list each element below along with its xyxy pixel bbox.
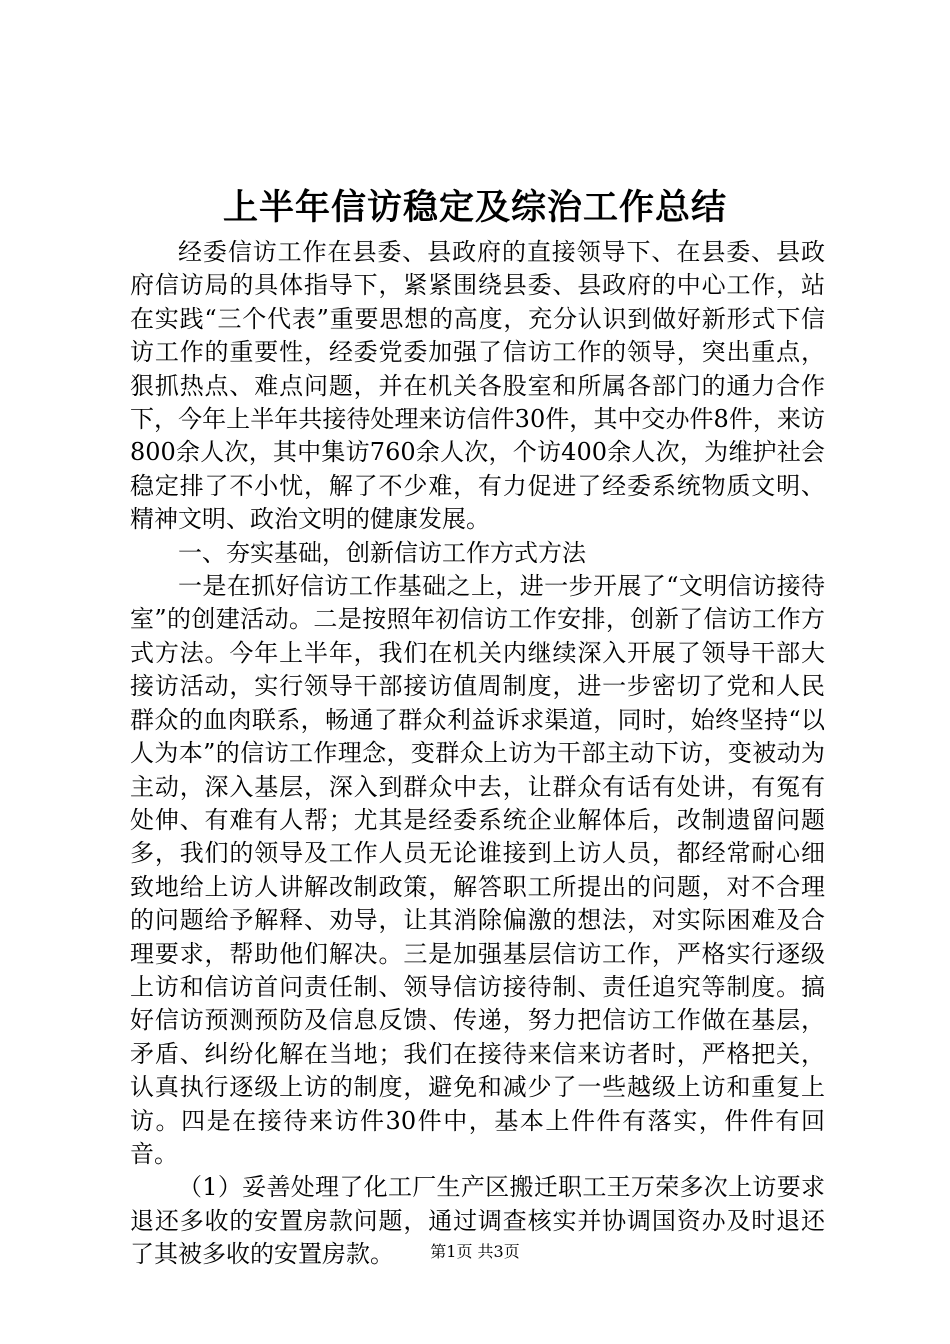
section-paragraph: 一是在抓好信访工作基础之上，进一步开展了“文明信访接待室”的创建活动。二是按照年初信访工作安排，创新了信访工作方式方法。今年上半年，我们在机关内继续深入开展了领导干部大接访活动，实行领导干部接访值周制度，进一步密切了党和人民群众的血肉联系，畅通了群众利益诉求渠道，同时，始终坚持“以人为本”的信访工作理念，变群众上访为干部主动下访，变被动为主动，深入基层，深入到群众中去，让群众有话有处讲，有冤有处伸、有难有人帮；尤其是经委系统企业解体后，改制遗留问题多，我们的领导及工作人员无论谁接到上访人员，都经常耐心细致地给上访人讲解改制政策，解答职工所提出的问题，对不合理的问题给予解释、劝导，让其消除偏激的想法，对实际困难及合理要求，帮助他们解决。三是加强基层信访工作，严格实行逐级上访和信访首问责任制、领导信访接待制、责任追究等制度。搞好信访预测预防及信息反馈、传递，努力把信访工作做在基层，矛盾、纠纷化解在当地；我们在接待来信来访者时，严格把关，认真执行逐级上访的制度，避免和减少了一些越级上访和重复上访。四是在接待来访件30件中，基本上件件有落实，件件有回音。 bbox=[130, 572, 825, 1168]
document-title: 上半年信访稳定及综治工作总结 bbox=[222, 187, 727, 228]
intro-paragraph: 经委信访工作在县委、县政府的直接领导下、在县委、县政府信访局的具体指导下，紧紧围绕县委、县政府的中心工作，站在实践“三个代表”重要思想的高度，充分认识到做好新形式下信访工作的重要性，经委党委加强了信访工作的领导，突出重点，狠抓热点、难点问题，并在机关各股室和所属各部门的通力合作下，今年上半年共接待处理来访信件30件，其中交办件8件，来访800余人次，其中集访760余人次，个访400余人次，为维护社会稳定排了不小忧，解了不少难，有力促进了经委系统物质文明、精神文明、政治文明的健康发展。 bbox=[130, 238, 825, 534]
case-item-paragraph: （1）妥善处理了化工厂生产区搬迁职工王万荣多次上访要求退还多收的安置房款问题，通过调查核实并协调国资办及时退还了其被多收的安置房款。 bbox=[130, 1173, 825, 1269]
document-body bbox=[130, 236, 825, 1272]
section-heading: 一、夯实基础，创新信访工作方式方法 bbox=[178, 538, 586, 567]
page-number: 第1页 共3页 bbox=[430, 1242, 520, 1261]
